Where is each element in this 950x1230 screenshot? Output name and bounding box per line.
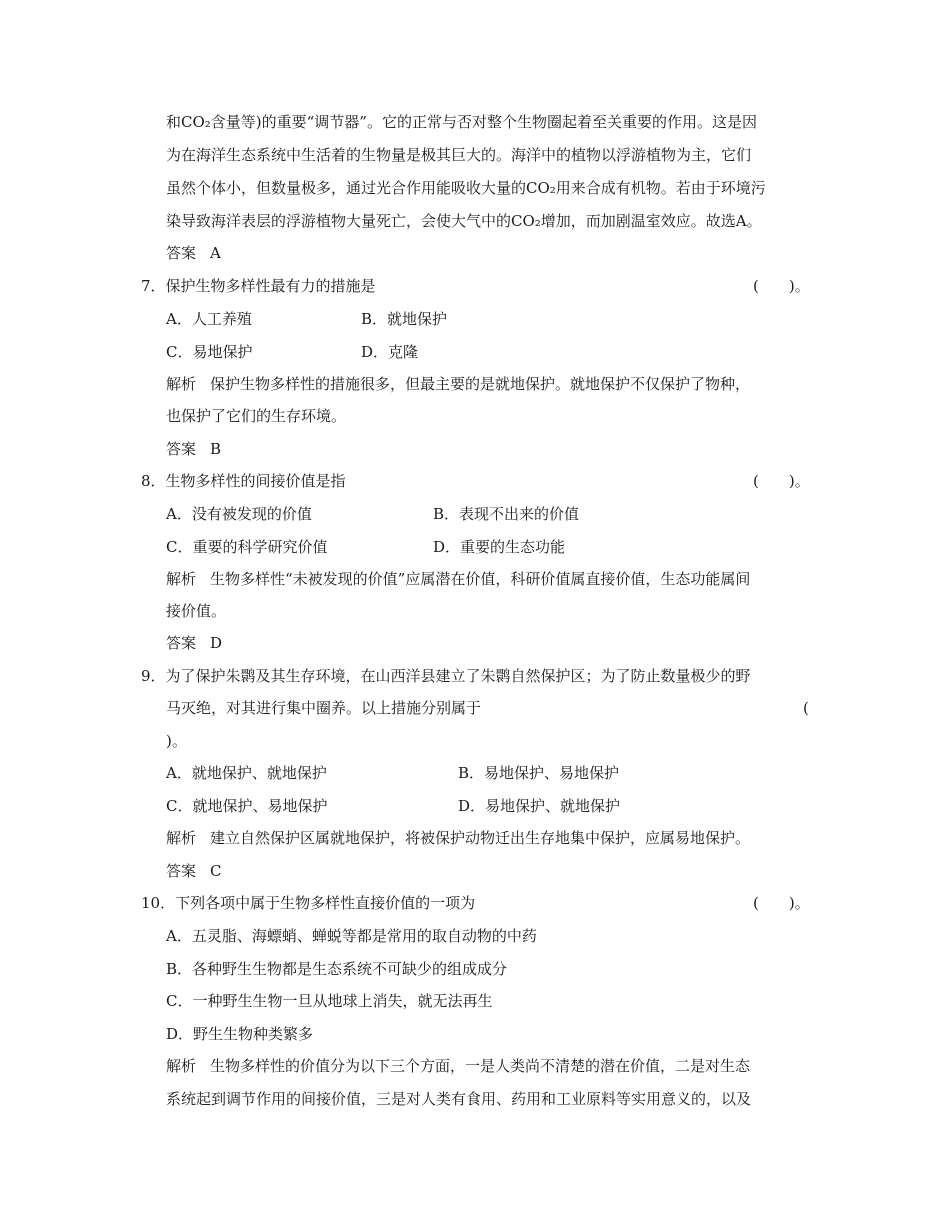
question-8-answer-blank: ( )。 [753,472,810,490]
intro-line: 和CO₂含量等)的重要“调节器”。它的正常与否对整个生物圈起着至关重要的作用。这是因 [166,113,757,131]
analysis-text: 生物多样性的价值分为以下三个方面，一是人类尚不清楚的潜在价值，二是对生态 [210,1057,751,1075]
q10-analysis-cont: 系统起到调节作用的间接价值，三是对人类有食用、药用和工业原料等实用意义的，以及 [166,1090,752,1108]
q9-option-c: C．就地保护、易地保护 [166,797,328,815]
question-9-stem-cont: 马灭绝，对其进行集中圈养。以上措施分别属于 [166,699,482,717]
answer-label: 答案 [166,244,197,262]
analysis-text: 保护生物多样性的措施很多，但最主要的是就地保护。就地保护不仅保护了物种， [210,375,751,393]
answer-label: 答案 [166,862,197,880]
q9-answer [166,861,222,881]
analysis-label: 解析 [166,1057,197,1075]
intro-line: 染导致海洋表层的浮游植物大量死亡，会使大气中的CO₂增加，而加剧温室效应。故选A。 [166,212,762,230]
answer-line [166,243,221,263]
q10-option-a: A．五灵脂、海螵蛸、蝉蜕等都是常用的取自动物的中药 [166,927,537,945]
q7-answer [166,439,221,459]
q7-analysis-cont: 也保护了它们的生存环境。 [166,407,347,425]
q8-option-d: D．重要的生态功能 [433,538,566,556]
question-10-stem: 10．下列各项中属于生物多样性直接价值的一项为 [141,894,476,912]
analysis-text: 生物多样性“未被发现的价值”应属潜在价值，科研价值属直接价值，生态功能属间 [210,570,751,588]
question-7-answer-blank: ( )。 [753,277,810,295]
answer-value: A [210,244,221,262]
q8-analysis [166,569,750,589]
question-9-stem: 9．为了保护朱鹮及其生存环境，在山西洋县建立了朱鹮自然保护区；为了防止数量极少的野 [141,667,751,685]
answer-value: C [210,862,222,880]
intro-line: 虽然个体小，但数量极多，通过光合作用能吸收大量的CO₂用来合成有机物。若由于环境污 [166,179,766,197]
question-10-answer-blank: ( )。 [753,894,810,912]
analysis-label: 解析 [166,375,197,393]
question-8-stem: 8．生物多样性的间接价值是指 [141,472,346,490]
question-9-paren-close: )。 [166,732,187,750]
q10-option-c: C．一种野生生物一旦从地球上消失，就无法再生 [166,992,493,1010]
q7-option-b: B．就地保护 [361,310,448,328]
q9-option-a: A．就地保护、就地保护 [166,764,327,782]
intro-line: 为在海洋生态系统中生活着的生物量是极其巨大的。海洋中的植物以浮游植物为主，它们 [166,146,752,164]
q7-option-a: A．人工养殖 [166,310,252,328]
analysis-text: 建立自然保护区属就地保护，将被保护动物迁出生存地集中保护，应属易地保护。 [210,829,751,847]
q8-analysis-cont: 接价值。 [166,602,227,620]
answer-value: B [210,440,222,458]
analysis-label: 解析 [166,829,197,847]
q8-answer [166,633,222,653]
q7-analysis [166,374,750,394]
q8-option-b: B．表现不出来的价值 [433,505,580,523]
answer-label: 答案 [166,634,197,652]
answer-value: D [210,634,223,652]
q7-option-c: C．易地保护 [166,343,253,361]
q7-option-d: D．克隆 [361,343,419,361]
q10-option-b: B．各种野生生物都是生态系统不可缺少的组成成分 [166,960,508,978]
q8-option-c: C．重要的科学研究价值 [166,538,328,556]
q9-analysis [166,828,750,848]
answer-label: 答案 [166,440,197,458]
q10-option-d: D．野生生物种类繁多 [166,1025,314,1043]
q10-analysis [166,1056,750,1076]
q9-option-b: B．易地保护、易地保护 [458,764,620,782]
question-7-stem: 7．保护生物多样性最有力的措施是 [141,277,376,295]
analysis-label: 解析 [166,570,197,588]
q9-option-d: D．易地保护、就地保护 [458,797,621,815]
q8-option-a: A．没有被发现的价值 [166,505,312,523]
question-9-paren-open: ( [803,699,809,717]
